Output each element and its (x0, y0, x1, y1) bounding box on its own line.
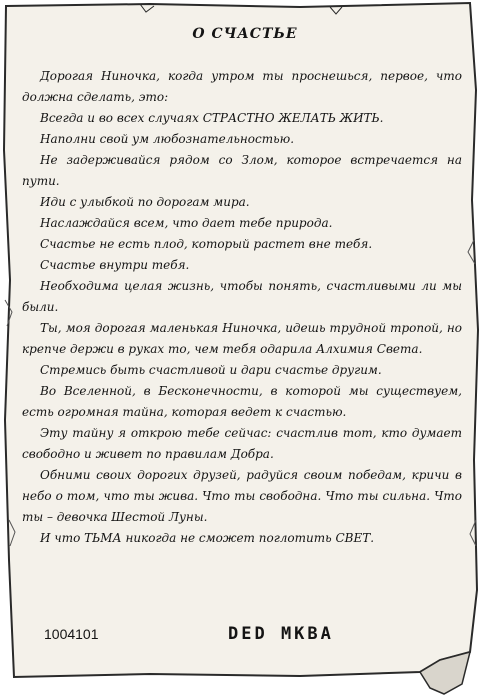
letter-body (22, 26, 462, 549)
paragraph: Наполни свой ум любознательностью. (40, 132, 295, 146)
paragraph: Иди с улыбкой по дорогам мира. (40, 195, 250, 209)
paragraph: Дорогая Ниночка, когда утром ты проснешься, первое, что должна сделать, это: (22, 69, 462, 104)
document-code: 1004101 (44, 626, 99, 642)
paragraph: Не задерживайся рядом со Злом, которое встречается на пути. (22, 153, 462, 188)
signature: DED MKBA (228, 624, 334, 644)
letter-footer (44, 624, 404, 648)
letter-title: О СЧАСТЬЕ (192, 26, 298, 42)
paragraph: Ты, моя дорогая маленькая Ниночка, идешь трудной тропой, но крепче держи в руках то, чем тебя одарила Алхимия Света. (22, 321, 462, 356)
paragraph: Счастье не есть плод, который растет вне тебя. (40, 237, 373, 251)
paragraph: Стремись быть счастливой и дари счастье другим. (40, 363, 382, 377)
paragraph: Наслаждайся всем, что дает тебе природа. (40, 216, 333, 230)
paragraph: Необходима целая жизнь, чтобы понять, счастливыми ли мы были. (22, 279, 462, 314)
paragraph: Всегда и во всех случаях СТРАСТНО ЖЕЛАТЬ ЖИТЬ. (40, 111, 384, 125)
paragraph: Счастье внутри тебя. (40, 258, 190, 272)
paragraph: Обними своих дорогих друзей, радуйся своим победам, кричи в небо о том, что ты жива. Что ты свободна. Что ты сильна. Что ты – девочка Шестой Луны. (22, 468, 462, 524)
paragraph: Во Вселенной, в Бесконечности, в которой мы существуем, есть огромная тайна, которая ведет к счастью. (22, 384, 462, 419)
paragraph: И что ТЬМА никогда не сможет поглотить СВЕТ. (40, 531, 375, 545)
paragraph: Эту тайну я открою тебе сейчас: счастлив тот, кто думает свободно и живет по правилам Добра. (22, 426, 462, 461)
